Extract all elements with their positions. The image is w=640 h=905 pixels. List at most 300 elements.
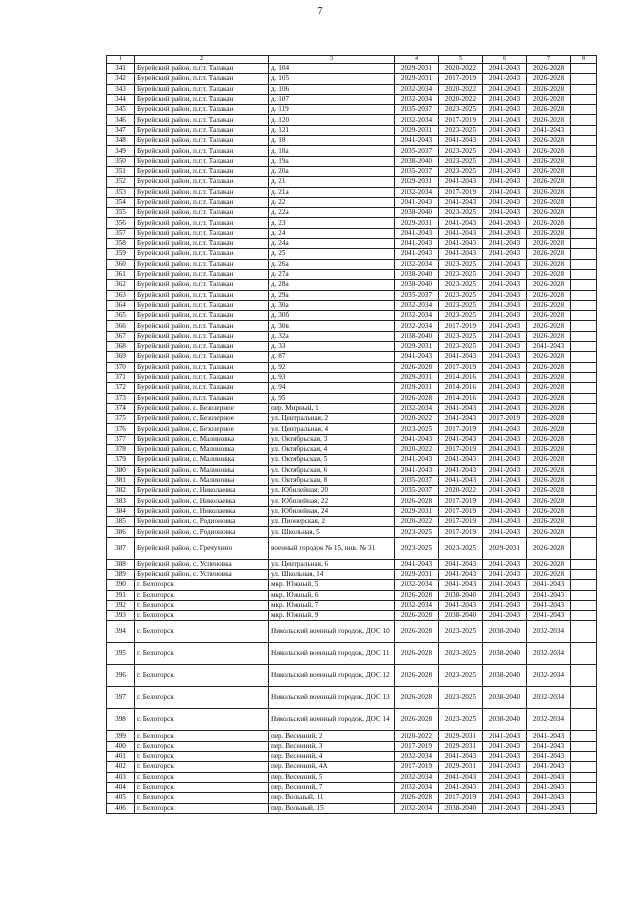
address-cell: д. 104 [269,64,395,74]
period-cell: 2029-2031 [395,342,439,352]
period-cell: 2026-2028 [395,611,439,621]
period-cell: 2041-2043 [483,527,527,537]
locality-cell: Бурейский район, с. Малиновка [135,465,269,475]
note-cell [571,762,597,772]
period-cell: 2026-2028 [527,269,571,279]
table-row [107,311,597,321]
period-cell: 2041-2043 [483,434,527,444]
period-cell: 2041-2043 [483,731,527,741]
table-row [107,146,597,156]
locality-cell: Бурейский район, п.г.т. Талакан [135,125,269,135]
table-row [107,496,597,506]
period-cell: 2041-2043 [527,611,571,621]
note-cell [571,709,597,731]
table-row [107,559,597,569]
column-number-row [107,56,597,64]
row-number-cell: 382 [107,486,135,496]
period-cell: 2026-2028 [527,372,571,382]
period-cell: 2026-2028 [527,475,571,485]
locality-cell: г. Белогорск [135,803,269,813]
period-cell: 2020-2022 [439,94,483,104]
address-cell: д. 22 [269,197,395,207]
period-cell: 2032-2034 [395,321,439,331]
period-cell: 2026-2028 [527,486,571,496]
period-cell: 2041-2043 [483,444,527,454]
locality-cell: Бурейский район, п.г.т. Талакан [135,290,269,300]
address-cell: д. 120 [269,115,395,125]
period-cell: 2035-2037 [395,290,439,300]
row-number-cell: 401 [107,752,135,762]
address-cell: пер. Весенний, 2 [269,731,395,741]
table-row [107,444,597,454]
table-row [107,762,597,772]
address-cell: Никольский военный городок, ДОС 10 [269,621,395,643]
row-number-cell: 393 [107,611,135,621]
period-cell: 2041-2043 [483,249,527,259]
period-cell: 2041-2043 [483,64,527,74]
table-row [107,362,597,372]
row-number-cell: 343 [107,84,135,94]
period-cell: 2041-2043 [439,465,483,475]
row-number-cell: 341 [107,64,135,74]
column-number: 2 [135,56,269,64]
note-cell [571,643,597,665]
row-number-cell: 364 [107,300,135,310]
period-cell: 2026-2028 [527,362,571,372]
period-cell: 2026-2028 [527,228,571,238]
locality-cell: г. Белогорск [135,793,269,803]
period-cell: 2041-2043 [483,331,527,341]
row-number-cell: 390 [107,580,135,590]
period-cell: 2041-2043 [483,496,527,506]
table-row [107,352,597,362]
address-cell: д. 22а [269,208,395,218]
note-cell [571,64,597,74]
period-cell: 2041-2043 [483,793,527,803]
address-cell: д. 93 [269,372,395,382]
column-number: 5 [439,56,483,64]
locality-cell: г. Белогорск [135,611,269,621]
period-cell: 2023-2025 [439,105,483,115]
period-cell: 2041-2043 [483,280,527,290]
period-cell: 2026-2028 [527,280,571,290]
column-number: 6 [483,56,527,64]
period-cell: 2023-2025 [439,643,483,665]
period-cell: 2029-2031 [439,731,483,741]
housing-repair-schedule-table [106,55,597,814]
locality-cell: Бурейский район, п.г.т. Талакан [135,218,269,228]
period-cell: 2017-2019 [439,793,483,803]
period-cell: 2041-2043 [439,475,483,485]
note-cell [571,259,597,269]
note-cell [571,527,597,537]
period-cell: 2041-2043 [395,197,439,207]
row-number-cell: 370 [107,362,135,372]
row-number-cell: 354 [107,197,135,207]
note-cell [571,94,597,104]
address-cell: ул. Октябрьская, 3 [269,434,395,444]
row-number-cell: 345 [107,105,135,115]
table-row [107,665,597,687]
note-cell [571,197,597,207]
note-cell [571,383,597,393]
period-cell: 2020-2022 [395,731,439,741]
address-cell: д. 105 [269,74,395,84]
table-row [107,731,597,741]
period-cell: 2026-2028 [527,239,571,249]
address-cell: д. 23 [269,218,395,228]
address-cell: мкр. Южный, 9 [269,611,395,621]
period-cell: 2029-2031 [395,569,439,579]
note-cell [571,475,597,485]
period-cell: 2041-2043 [483,611,527,621]
period-cell: 2023-2025 [439,665,483,687]
table-row [107,465,597,475]
period-cell: 2017-2019 [439,362,483,372]
table-row [107,156,597,166]
note-cell [571,403,597,413]
period-cell: 2041-2043 [483,136,527,146]
period-cell: 2023-2025 [439,269,483,279]
period-cell: 2026-2028 [527,393,571,403]
period-cell: 2026-2028 [527,434,571,444]
locality-cell: Бурейский район, п.г.т. Талакан [135,372,269,382]
period-cell: 2032-2034 [395,187,439,197]
row-number-cell: 363 [107,290,135,300]
table-row [107,590,597,600]
period-cell: 2026-2028 [527,259,571,269]
address-cell: ул. Октябрьская, 6 [269,465,395,475]
period-cell: 2023-2025 [439,687,483,709]
row-number-cell: 368 [107,342,135,352]
note-cell [571,187,597,197]
row-number-cell: 369 [107,352,135,362]
period-cell: 2041-2043 [483,517,527,527]
period-cell: 2038-2040 [439,611,483,621]
period-cell: 2041-2043 [483,300,527,310]
period-cell: 2029-2031 [395,177,439,187]
period-cell: 2041-2043 [439,752,483,762]
table-row [107,414,597,424]
address-cell: ул. Центральная, 2 [269,414,395,424]
row-number-cell: 383 [107,496,135,506]
period-cell: 2038-2040 [395,331,439,341]
table-row [107,177,597,187]
period-cell: 2026-2028 [527,218,571,228]
locality-cell: Бурейский район, с. Малиновка [135,434,269,444]
period-cell: 2029-2031 [439,741,483,751]
period-cell: 2041-2043 [483,125,527,135]
period-cell: 2038-2040 [395,156,439,166]
note-cell [571,342,597,352]
period-cell: 2023-2025 [439,300,483,310]
row-number-cell: 397 [107,687,135,709]
address-cell: Никольский военный городок, ДОС 12 [269,665,395,687]
locality-cell: Бурейский район, п.г.т. Талакан [135,84,269,94]
period-cell: 2026-2028 [527,527,571,537]
period-cell: 2038-2040 [483,643,527,665]
locality-cell: г. Белогорск [135,752,269,762]
table-row [107,321,597,331]
period-cell: 2026-2028 [527,300,571,310]
table-row [107,486,597,496]
table-row [107,331,597,341]
table-row [107,643,597,665]
period-cell: 2041-2043 [483,590,527,600]
period-cell: 2038-2040 [395,208,439,218]
period-cell: 2020-2022 [439,84,483,94]
period-cell: 2020-2022 [439,486,483,496]
period-cell: 2041-2043 [483,218,527,228]
note-cell [571,125,597,135]
period-cell: 2023-2025 [439,166,483,176]
table-row [107,621,597,643]
period-cell: 2038-2040 [439,803,483,813]
note-cell [571,393,597,403]
locality-cell: Бурейский район, п.г.т. Талакан [135,321,269,331]
locality-cell: Бурейский район, с. Успеновка [135,559,269,569]
row-number-cell: 384 [107,506,135,516]
locality-cell: Бурейский район, п.г.т. Талакан [135,342,269,352]
locality-cell: Бурейский район, с. Безозерное [135,403,269,413]
period-cell: 2014-2016 [439,383,483,393]
period-cell: 2041-2043 [439,772,483,782]
address-cell: д. 92 [269,362,395,372]
note-cell [571,177,597,187]
period-cell: 2020-2022 [395,444,439,454]
locality-cell: Бурейский район, п.г.т. Талакан [135,74,269,84]
period-cell: 2041-2043 [439,249,483,259]
period-cell: 2041-2043 [527,772,571,782]
period-cell: 2038-2040 [483,665,527,687]
locality-cell: Бурейский район, п.г.т. Талакан [135,146,269,156]
row-number-cell: 405 [107,793,135,803]
note-cell [571,455,597,465]
note-cell [571,486,597,496]
address-cell: пер. Весенний, 3 [269,741,395,751]
row-number-cell: 391 [107,590,135,600]
period-cell: 2041-2043 [527,741,571,751]
locality-cell: Бурейский район, с. Малиновка [135,475,269,485]
period-cell: 2023-2025 [439,311,483,321]
column-number: 8 [571,56,597,64]
period-cell: 2041-2043 [439,218,483,228]
period-cell: 2026-2028 [395,621,439,643]
note-cell [571,352,597,362]
address-cell: д. 94 [269,383,395,393]
address-cell: д. 32а [269,331,395,341]
locality-cell: Бурейский район, с. Успеновка [135,569,269,579]
period-cell: 2026-2028 [527,136,571,146]
period-cell: 2041-2043 [483,177,527,187]
address-cell: пер. Вольный, 15 [269,803,395,813]
locality-cell: Бурейский район, п.г.т. Талакан [135,269,269,279]
period-cell: 2026-2028 [527,187,571,197]
table-row [107,403,597,413]
period-cell: 2041-2043 [395,434,439,444]
table-row [107,94,597,104]
period-cell: 2017-2019 [439,444,483,454]
address-cell: ул. Центральная, 4 [269,424,395,434]
period-cell: 2032-2034 [527,665,571,687]
period-cell: 2035-2037 [395,475,439,485]
address-cell: д. 26а [269,259,395,269]
row-number-cell: 374 [107,403,135,413]
note-cell [571,752,597,762]
period-cell: 2017-2019 [439,506,483,516]
period-cell: 2041-2043 [483,321,527,331]
period-cell: 2023-2025 [439,709,483,731]
period-cell: 2026-2028 [527,444,571,454]
period-cell: 2026-2028 [527,331,571,341]
period-cell: 2017-2019 [439,424,483,434]
period-cell: 2032-2034 [395,803,439,813]
locality-cell: Бурейский район, п.г.т. Талакан [135,331,269,341]
period-cell: 2026-2028 [395,393,439,403]
period-cell: 2023-2025 [395,527,439,537]
note-cell [571,793,597,803]
period-cell: 2041-2043 [483,269,527,279]
table-row [107,455,597,465]
note-cell [571,228,597,238]
period-cell: 2023-2025 [439,156,483,166]
period-cell: 2032-2034 [395,311,439,321]
period-cell: 2041-2043 [483,475,527,485]
row-number-cell: 352 [107,177,135,187]
locality-cell: Бурейский район, с. Николаевка [135,486,269,496]
row-number-cell: 387 [107,537,135,559]
locality-cell: Бурейский район, п.г.т. Талакан [135,249,269,259]
note-cell [571,569,597,579]
period-cell: 2032-2034 [395,782,439,792]
locality-cell: Бурейский район, п.г.т. Талакан [135,187,269,197]
note-cell [571,74,597,84]
locality-cell: Бурейский район, с. Гречухино [135,537,269,559]
note-cell [571,156,597,166]
locality-cell: Бурейский район, п.г.т. Талакан [135,208,269,218]
row-number-cell: 359 [107,249,135,259]
row-number-cell: 377 [107,434,135,444]
row-number-cell: 376 [107,424,135,434]
locality-cell: г. Белогорск [135,590,269,600]
address-cell: д. 28а [269,280,395,290]
period-cell: 2041-2043 [483,105,527,115]
note-cell [571,537,597,559]
table-row [107,136,597,146]
address-cell: пер. Весенний, 7 [269,782,395,792]
address-cell: д. 87 [269,352,395,362]
period-cell: 2041-2043 [527,590,571,600]
period-cell: 2038-2040 [439,590,483,600]
table-row [107,569,597,579]
row-number-cell: 402 [107,762,135,772]
period-cell: 2026-2028 [527,352,571,362]
note-cell [571,444,597,454]
table-row [107,300,597,310]
table-row [107,269,597,279]
locality-cell: Бурейский район, п.г.т. Талакан [135,136,269,146]
row-number-cell: 371 [107,372,135,382]
address-cell: ул. Октябрьская, 4 [269,444,395,454]
address-cell: д. 106 [269,84,395,94]
period-cell: 2032-2034 [395,580,439,590]
table-row [107,611,597,621]
row-number-cell: 367 [107,331,135,341]
period-cell: 2041-2043 [483,741,527,751]
period-cell: 2017-2019 [439,496,483,506]
period-cell: 2041-2043 [483,228,527,238]
address-cell: д. 30б [269,311,395,321]
table-row [107,793,597,803]
row-number-cell: 346 [107,115,135,125]
period-cell: 2038-2040 [483,621,527,643]
period-cell: 2041-2043 [439,600,483,610]
period-cell: 2041-2043 [527,762,571,772]
period-cell: 2029-2031 [395,125,439,135]
period-cell: 2041-2043 [439,580,483,590]
period-cell: 2041-2043 [483,455,527,465]
note-cell [571,239,597,249]
row-number-cell: 385 [107,517,135,527]
period-cell: 2032-2034 [395,600,439,610]
note-cell [571,434,597,444]
period-cell: 2041-2043 [483,465,527,475]
period-cell: 2041-2043 [483,486,527,496]
locality-cell: Бурейский район, с. Николаевка [135,506,269,516]
period-cell: 2020-2022 [439,64,483,74]
table-row [107,517,597,527]
period-cell: 2026-2028 [395,362,439,372]
row-number-cell: 399 [107,731,135,741]
row-number-cell: 351 [107,166,135,176]
note-cell [571,687,597,709]
period-cell: 2041-2043 [527,125,571,135]
period-cell: 2026-2028 [527,105,571,115]
address-cell: д. 27а [269,269,395,279]
note-cell [571,731,597,741]
row-number-cell: 379 [107,455,135,465]
note-cell [571,249,597,259]
note-cell [571,146,597,156]
row-number-cell: 372 [107,383,135,393]
note-cell [571,621,597,643]
table-row [107,506,597,516]
period-cell: 2029-2031 [483,537,527,559]
period-cell: 2026-2028 [527,208,571,218]
note-cell [571,300,597,310]
period-cell: 2029-2031 [395,383,439,393]
table-row [107,782,597,792]
period-cell: 2035-2037 [395,146,439,156]
table-row [107,249,597,259]
period-cell: 2041-2043 [439,455,483,465]
period-cell: 2041-2043 [439,403,483,413]
period-cell: 2026-2028 [395,709,439,731]
address-cell: ул. Пионерская, 2 [269,517,395,527]
note-cell [571,600,597,610]
address-cell: Никольский военный городок, ДОС 13 [269,687,395,709]
table-row [107,393,597,403]
period-cell: 2026-2028 [527,94,571,104]
note-cell [571,506,597,516]
address-cell: военный городок № 15, инв. № 31 [269,537,395,559]
period-cell: 2032-2034 [395,84,439,94]
address-cell: ул. Юбилейная, 20 [269,486,395,496]
locality-cell: Бурейский район, с. Безозерное [135,424,269,434]
address-cell: ул. Юбилейная, 24 [269,506,395,516]
address-cell: д. 18а [269,146,395,156]
address-cell: д. 18 [269,136,395,146]
